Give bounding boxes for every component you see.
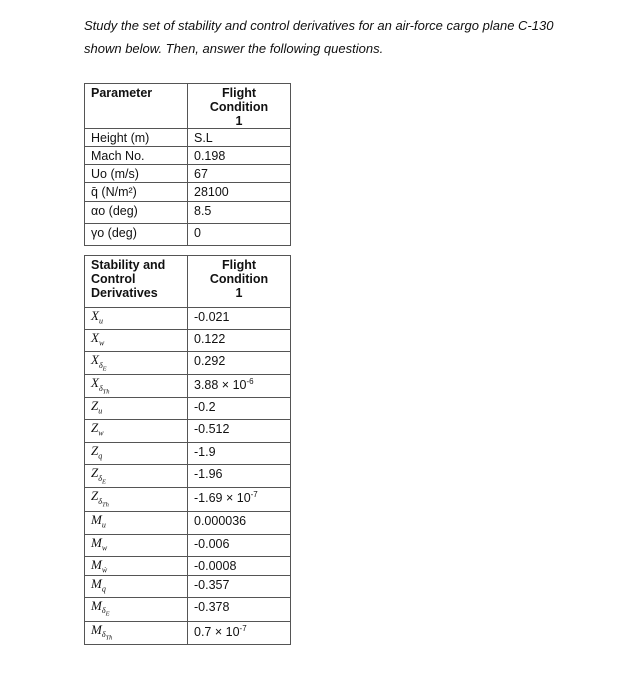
- param-value: 28100: [188, 183, 291, 202]
- derivative-symbol: $X_w$: [85, 330, 188, 352]
- derivative-value: 0.122: [188, 330, 291, 352]
- derivative-symbol: $X_{\delta_E}$: [85, 352, 188, 375]
- derivative-symbol: $M_q$: [85, 575, 188, 597]
- table-row: [85, 443, 291, 465]
- param-label: Mach No.: [85, 147, 188, 165]
- flight-condition-table: [84, 83, 291, 246]
- derivative-symbol: $M_ẇ$: [85, 557, 188, 576]
- header-parameter: Parameter: [85, 84, 188, 129]
- table-row: [85, 597, 291, 621]
- param-value: 0.198: [188, 147, 291, 165]
- derivative-symbol: $X_u$: [85, 308, 188, 330]
- table-row: [85, 512, 291, 535]
- derivative-symbol: $M_w$: [85, 535, 188, 557]
- derivative-value: 0.000036: [188, 512, 291, 535]
- derivatives-table: [84, 255, 291, 645]
- table-row: [85, 488, 291, 512]
- derivative-value: -0.378: [188, 597, 291, 621]
- table-row: [85, 147, 291, 165]
- derivative-value: -0.2: [188, 398, 291, 420]
- derivative-symbol: $Z_{\delta_{Th}}$: [85, 488, 188, 512]
- intro-line-1: Study the set of stability and control derivatives for an air-force cargo plane C-130: [84, 18, 554, 33]
- table-row: [85, 535, 291, 557]
- derivative-value: -0.0008: [188, 557, 291, 576]
- param-label: Height (m): [85, 129, 188, 147]
- table-header-row: [85, 84, 291, 129]
- table-row: [85, 621, 291, 644]
- table-row: [85, 557, 291, 576]
- header-flight-condition: Flight Condition 1: [188, 84, 291, 129]
- table-row: [85, 575, 291, 597]
- param-label: γo (deg): [85, 224, 188, 246]
- table-row: [85, 375, 291, 398]
- param-value: 8.5: [188, 202, 291, 224]
- param-value: 67: [188, 165, 291, 183]
- param-label: Uo (m/s): [85, 165, 188, 183]
- derivative-value: $-1.69 \times 10^{-7}$: [188, 488, 291, 512]
- table-row: [85, 202, 291, 224]
- derivative-value: $0.7 \times 10^{-7}$: [188, 621, 291, 644]
- table-row: [85, 398, 291, 420]
- derivative-value: -0.512: [188, 420, 291, 443]
- intro-line-2: shown below. Then, answer the following questions.: [84, 41, 384, 56]
- derivative-symbol: $M_{\delta_E}$: [85, 597, 188, 621]
- param-value: 0: [188, 224, 291, 246]
- table-row: [85, 465, 291, 488]
- table-row: [85, 420, 291, 443]
- table-row: [85, 183, 291, 202]
- derivative-symbol: $Z_w$: [85, 420, 188, 443]
- param-value: S.L: [188, 129, 291, 147]
- derivative-symbol: $X_{\delta_{Th}}$: [85, 375, 188, 398]
- header-derivatives: Stability and Control Derivatives: [85, 256, 188, 308]
- derivative-value: 0.292: [188, 352, 291, 375]
- derivative-symbol: $Z_u$: [85, 398, 188, 420]
- table-row: [85, 129, 291, 147]
- derivative-symbol: $M_{\delta_{Th}}$: [85, 621, 188, 644]
- derivative-symbol: $Z_q$: [85, 443, 188, 465]
- param-label: q̄ (N/m²): [85, 183, 188, 202]
- derivative-value: $3.88 \times 10^{-6}$: [188, 375, 291, 398]
- derivative-value: -1.96: [188, 465, 291, 488]
- param-label: αo (deg): [85, 202, 188, 224]
- header-flight-condition: Flight Condition 1: [188, 256, 291, 308]
- derivative-value: -0.021: [188, 308, 291, 330]
- table-row: [85, 165, 291, 183]
- table-header-row: [85, 256, 291, 308]
- derivative-symbol: $M_u$: [85, 512, 188, 535]
- derivative-value: -0.357: [188, 575, 291, 597]
- table-row: [85, 330, 291, 352]
- derivative-value: -0.006: [188, 535, 291, 557]
- table-row: [85, 352, 291, 375]
- derivative-symbol: $Z_{\delta_E}$: [85, 465, 188, 488]
- derivative-value: -1.9: [188, 443, 291, 465]
- table-row: [85, 224, 291, 246]
- intro-text: [84, 14, 604, 60]
- table-row: [85, 308, 291, 330]
